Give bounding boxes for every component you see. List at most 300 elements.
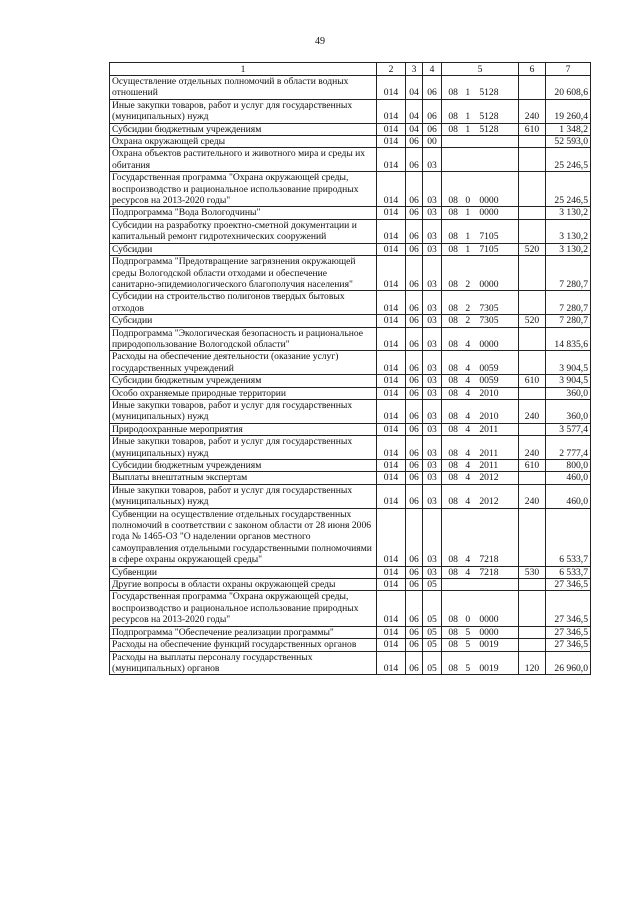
direction-code: 7218 [479,554,499,566]
direction-code: 5128 [479,123,499,135]
direction-code: 0059 [479,362,499,374]
ministry-code: 014 [377,99,406,123]
table-row [110,172,591,207]
target-article-code [442,256,519,291]
expense-type-code: 240 [519,399,546,423]
target-article-code [442,172,519,207]
table-row [110,399,591,423]
target-article-code [442,484,519,508]
subsection-code: 05 [423,651,442,675]
expense-type-code: 610 [519,123,546,135]
ministry-code: 014 [377,243,406,255]
direction-code: 0000 [479,278,499,290]
subsection-code: 03 [423,436,442,460]
subprogram-code: 4 [465,362,471,374]
expense-type-code: 530 [519,566,546,578]
subprogram-code: 5 [465,626,471,638]
amount: 52 593,0 [546,136,591,148]
section-code: 06 [406,387,423,399]
ministry-code: 014 [377,172,406,207]
amount: 6 533,7 [546,508,591,566]
section-code: 06 [406,399,423,423]
table-row [110,291,591,315]
ministry-code: 014 [377,508,406,566]
amount: 2 777,4 [546,436,591,460]
direction-code: 2011 [479,460,499,471]
target-article-code [442,327,519,351]
amount: 800,0 [546,460,591,472]
expense-type-code [519,148,546,172]
amount: 27 346,5 [546,626,591,638]
amount: 14 835,6 [546,327,591,351]
direction-code: 0000 [479,195,499,207]
table-row [110,566,591,578]
program-code: 08 [448,207,458,219]
header-col-5: 5 [442,63,519,76]
amount: 19 260,4 [546,99,591,123]
expense-type-code [519,351,546,375]
ministry-code: 014 [377,327,406,351]
program-code: 08 [448,111,458,123]
amount: 26 960,0 [546,651,591,675]
ministry-code: 014 [377,219,406,243]
target-article-code [442,207,519,219]
target-article-code [442,591,519,626]
expense-type-code [519,639,546,651]
direction-code: 7105 [479,243,499,255]
expense-name: Охрана объектов растительного и животного мира и среды их обитания [110,148,377,172]
direction-code: 2011 [479,447,499,459]
table-row [110,123,591,135]
amount: 20 608,6 [546,76,591,100]
target-article-code [442,460,519,472]
subprogram-code: 4 [465,472,471,484]
subsection-code: 05 [423,639,442,651]
target-article-code [442,291,519,315]
amount: 27 346,5 [546,639,591,651]
program-code: 08 [448,423,458,435]
section-code: 06 [406,591,423,626]
amount: 25 246,5 [546,172,591,207]
program-code: 08 [448,87,458,99]
expense-name: Подпрограмма "Вода Вологодчины" [110,207,377,219]
program-code: 08 [448,662,458,674]
expense-name: Государственная программа "Охрана окружающей среды, воспроизводство и рациональное использование природных ресурсов на 2013-2020 годы" [110,172,377,207]
ministry-code: 014 [377,484,406,508]
expense-type-code: 240 [519,484,546,508]
subprogram-code: 1 [465,111,471,123]
subsection-code: 00 [423,136,442,148]
header-col-2: 2 [377,63,406,76]
table-row [110,207,591,219]
section-code: 06 [406,472,423,484]
table-row [110,256,591,291]
table-row [110,626,591,638]
program-code: 08 [448,338,458,350]
section-code: 04 [406,99,423,123]
section-code: 04 [406,76,423,100]
program-code: 08 [448,243,458,255]
section-code: 04 [406,123,423,135]
subsection-code: 03 [423,243,442,255]
expense-name: Расходы на выплаты персоналу государственных (муниципальных) органов [110,651,377,675]
subsection-code: 03 [423,256,442,291]
subprogram-code: 5 [465,639,471,651]
amount: 3 130,2 [546,207,591,219]
section-code: 06 [406,375,423,387]
subprogram-code: 1 [465,207,471,219]
direction-code: 0000 [479,614,499,626]
target-article-code [442,219,519,243]
target-article-code [442,579,519,591]
table-row [110,472,591,484]
subsection-code: 06 [423,99,442,123]
amount: 7 280,7 [546,256,591,291]
ministry-code: 014 [377,291,406,315]
ministry-code: 014 [377,76,406,100]
table-row [110,639,591,651]
expense-name: Субсидии бюджетным учреждениям [110,375,377,387]
subsection-code: 03 [423,148,442,172]
subsection-code: 03 [423,375,442,387]
expense-type-code [519,327,546,351]
expense-name: Выплаты внештатным экспертам [110,472,377,484]
program-code: 08 [448,614,458,626]
section-code: 06 [406,136,423,148]
direction-code: 2012 [479,496,499,508]
table-body [110,76,591,675]
subprogram-code: 5 [465,662,471,674]
amount: 1 348,2 [546,123,591,135]
direction-code: 0019 [479,639,499,651]
section-code: 06 [406,566,423,578]
subprogram-code: 1 [465,87,471,99]
subsection-code: 03 [423,291,442,315]
amount: 3 904,5 [546,375,591,387]
program-code: 08 [448,123,458,135]
expense-name: Субсидии [110,243,377,255]
subsection-code: 03 [423,423,442,435]
target-article-code [442,436,519,460]
subprogram-code: 4 [465,554,471,566]
section-code: 06 [406,423,423,435]
header-col-3: 3 [406,63,423,76]
subsection-code: 05 [423,579,442,591]
direction-code: 2011 [479,423,499,435]
subsection-code: 03 [423,508,442,566]
section-code: 06 [406,651,423,675]
ministry-code: 014 [377,148,406,172]
expense-type-code [519,136,546,148]
target-article-code [442,508,519,566]
subsection-code: 03 [423,460,442,472]
table-row [110,651,591,675]
program-code: 08 [448,460,458,471]
target-article-code [442,136,519,148]
section-code: 06 [406,639,423,651]
table-row [110,375,591,387]
table-row [110,508,591,566]
expense-type-code [519,219,546,243]
ministry-code: 014 [377,387,406,399]
direction-code: 5128 [479,87,499,99]
section-code: 06 [406,315,423,327]
ministry-code: 014 [377,351,406,375]
ministry-code: 014 [377,639,406,651]
subprogram-code: 4 [465,447,471,459]
target-article-code [442,148,519,172]
subprogram-code: 2 [465,302,471,314]
program-code: 08 [448,375,458,387]
section-code: 06 [406,436,423,460]
target-article-code [442,99,519,123]
program-code: 08 [448,447,458,459]
budget-table [109,62,591,675]
section-code: 06 [406,579,423,591]
section-code: 06 [406,148,423,172]
target-article-code [442,76,519,100]
program-code: 08 [448,315,458,327]
subprogram-code: 4 [465,423,471,435]
subsection-code: 03 [423,315,442,327]
expense-type-code [519,423,546,435]
amount: 360,0 [546,387,591,399]
target-article-code [442,123,519,135]
subsection-code: 05 [423,591,442,626]
ministry-code: 014 [377,460,406,472]
section-code: 06 [406,219,423,243]
program-code: 08 [448,302,458,314]
expense-name: Расходы на обеспечение деятельности (оказание услуг) государственных учреждений [110,351,377,375]
expense-name: Подпрограмма "Обеспечение реализации программы" [110,626,377,638]
subsection-code: 03 [423,219,442,243]
subprogram-code: 4 [465,375,471,387]
subsection-code: 05 [423,626,442,638]
program-code: 08 [448,411,458,423]
page-number: 49 [315,36,325,47]
subsection-code: 03 [423,351,442,375]
expense-type-code: 610 [519,460,546,472]
expense-name: Субвенции на осуществление отдельных государственных полномочий в соответствии с законом области от 28 июня 2006 года № 1465-ОЗ "О наделении органов местного самоуправления отдельными государственными полномочиями в сфере охраны окружающей среды" [110,508,377,566]
header-col-6: 6 [519,63,546,76]
subsection-code: 03 [423,472,442,484]
subprogram-code: 0 [465,195,471,207]
expense-type-code [519,626,546,638]
amount: 460,0 [546,484,591,508]
target-article-code [442,651,519,675]
ministry-code: 014 [377,423,406,435]
expense-type-code [519,76,546,100]
subprogram-code: 0 [465,614,471,626]
direction-code: 5128 [479,111,499,123]
table-row [110,436,591,460]
section-code: 06 [406,327,423,351]
subprogram-code: 4 [465,496,471,508]
target-article-code [442,387,519,399]
ministry-code: 014 [377,256,406,291]
table-row [110,423,591,435]
expense-name: Иные закупки товаров, работ и услуг для государственных (муниципальных) нужд [110,399,377,423]
expense-name: Иные закупки товаров, работ и услуг для государственных (муниципальных) нужд [110,436,377,460]
expense-type-code [519,508,546,566]
expense-type-code [519,172,546,207]
amount: 360,0 [546,399,591,423]
subprogram-code: 4 [465,387,471,399]
direction-code: 0019 [479,662,499,674]
program-code: 08 [448,639,458,651]
table-row [110,76,591,100]
subsection-code: 03 [423,566,442,578]
amount: 7 280,7 [546,315,591,327]
section-code: 06 [406,508,423,566]
expense-name: Подпрограмма "Предотвращение загрязнения окружающей среды Вологодской области отходами и обеспечение санитарно-эпидемиологического благополучия населения" [110,256,377,291]
expense-name: Расходы на обеспечение функций государственных органов [110,639,377,651]
expense-name: Природоохранные мероприятия [110,423,377,435]
expense-name: Другие вопросы в области охраны окружающей среды [110,579,377,591]
expense-name: Субсидии на разработку проектно-сметной документации и капитальный ремонт гидротехнических сооружений [110,219,377,243]
section-code: 06 [406,484,423,508]
expense-type-code: 240 [519,436,546,460]
direction-code: 2010 [479,411,499,423]
ministry-code: 014 [377,579,406,591]
target-article-code [442,351,519,375]
table-row [110,219,591,243]
target-article-code [442,626,519,638]
ministry-code: 014 [377,207,406,219]
amount: 3 904,5 [546,351,591,375]
table-row [110,351,591,375]
section-code: 06 [406,351,423,375]
subsection-code: 03 [423,327,442,351]
subprogram-code: 4 [465,460,471,471]
subsection-code: 06 [423,123,442,135]
amount: 7 280,7 [546,291,591,315]
expense-type-code [519,291,546,315]
ministry-code: 014 [377,399,406,423]
expense-type-code [519,387,546,399]
subprogram-code: 2 [465,278,471,290]
table-header-row [110,63,591,76]
table-row [110,148,591,172]
expense-name: Иные закупки товаров, работ и услуг для государственных (муниципальных) нужд [110,484,377,508]
direction-code: 0059 [479,375,499,387]
amount: 6 533,7 [546,566,591,578]
table-row [110,460,591,472]
direction-code: 7305 [479,302,499,314]
subprogram-code: 2 [465,315,471,327]
table-row [110,387,591,399]
expense-name: Осуществление отдельных полномочий в области водных отношений [110,76,377,100]
ministry-code: 014 [377,436,406,460]
ministry-code: 014 [377,123,406,135]
target-article-code [442,639,519,651]
program-code: 08 [448,278,458,290]
subsection-code: 03 [423,172,442,207]
expense-name: Иные закупки товаров, работ и услуг для государственных (муниципальных) нужд [110,99,377,123]
target-article-code [442,472,519,484]
amount: 27 346,5 [546,579,591,591]
program-code: 08 [448,231,458,243]
target-article-code [442,399,519,423]
table-row [110,579,591,591]
expense-type-code [519,256,546,291]
program-code: 08 [448,472,458,484]
subsection-code: 03 [423,207,442,219]
target-article-code [442,375,519,387]
expense-type-code: 520 [519,315,546,327]
direction-code: 2010 [479,387,499,399]
expense-name: Особо охраняемые природные территории [110,387,377,399]
ministry-code: 014 [377,651,406,675]
direction-code: 0000 [479,207,499,219]
expense-type-code: 610 [519,375,546,387]
subsection-code: 03 [423,387,442,399]
target-article-code [442,423,519,435]
direction-code: 0000 [479,626,499,638]
subprogram-code: 4 [465,411,471,423]
subprogram-code: 1 [465,231,471,243]
section-code: 06 [406,460,423,472]
target-article-code [442,315,519,327]
header-col-4: 4 [423,63,442,76]
subprogram-code: 4 [465,338,471,350]
expense-name: Субсидии бюджетным учреждениям [110,123,377,135]
expense-type-code [519,579,546,591]
table-row [110,243,591,255]
expense-type-code [519,591,546,626]
subprogram-code: 1 [465,123,471,135]
direction-code: 2012 [479,472,499,484]
section-code: 06 [406,256,423,291]
program-code: 08 [448,195,458,207]
amount: 3 577,4 [546,423,591,435]
direction-code: 7105 [479,231,499,243]
table-row [110,99,591,123]
program-code: 08 [448,554,458,566]
target-article-code [442,243,519,255]
program-code: 08 [448,362,458,374]
subsection-code: 06 [423,76,442,100]
program-code: 08 [448,496,458,508]
subprogram-code: 1 [465,243,471,255]
header-col-7: 7 [546,63,591,76]
ministry-code: 014 [377,136,406,148]
subprogram-code: 4 [465,566,471,578]
amount: 460,0 [546,472,591,484]
expense-type-code [519,472,546,484]
expense-name: Охрана окружающей среды [110,136,377,148]
section-code: 06 [406,626,423,638]
ministry-code: 014 [377,566,406,578]
expense-name: Субвенции [110,566,377,578]
ministry-code: 014 [377,591,406,626]
expense-type-code: 240 [519,99,546,123]
subsection-code: 03 [423,399,442,423]
section-code: 06 [406,243,423,255]
table-row [110,327,591,351]
header-col-1: 1 [110,63,377,76]
ministry-code: 014 [377,375,406,387]
expense-name: Подпрограмма "Экологическая безопасность и рациональное природопользование Вологодской области" [110,327,377,351]
target-article-code [442,566,519,578]
ministry-code: 014 [377,315,406,327]
section-code: 06 [406,172,423,207]
table-row [110,315,591,327]
amount: 25 246,5 [546,148,591,172]
direction-code: 7305 [479,315,499,327]
direction-code: 0000 [479,338,499,350]
table-row [110,136,591,148]
